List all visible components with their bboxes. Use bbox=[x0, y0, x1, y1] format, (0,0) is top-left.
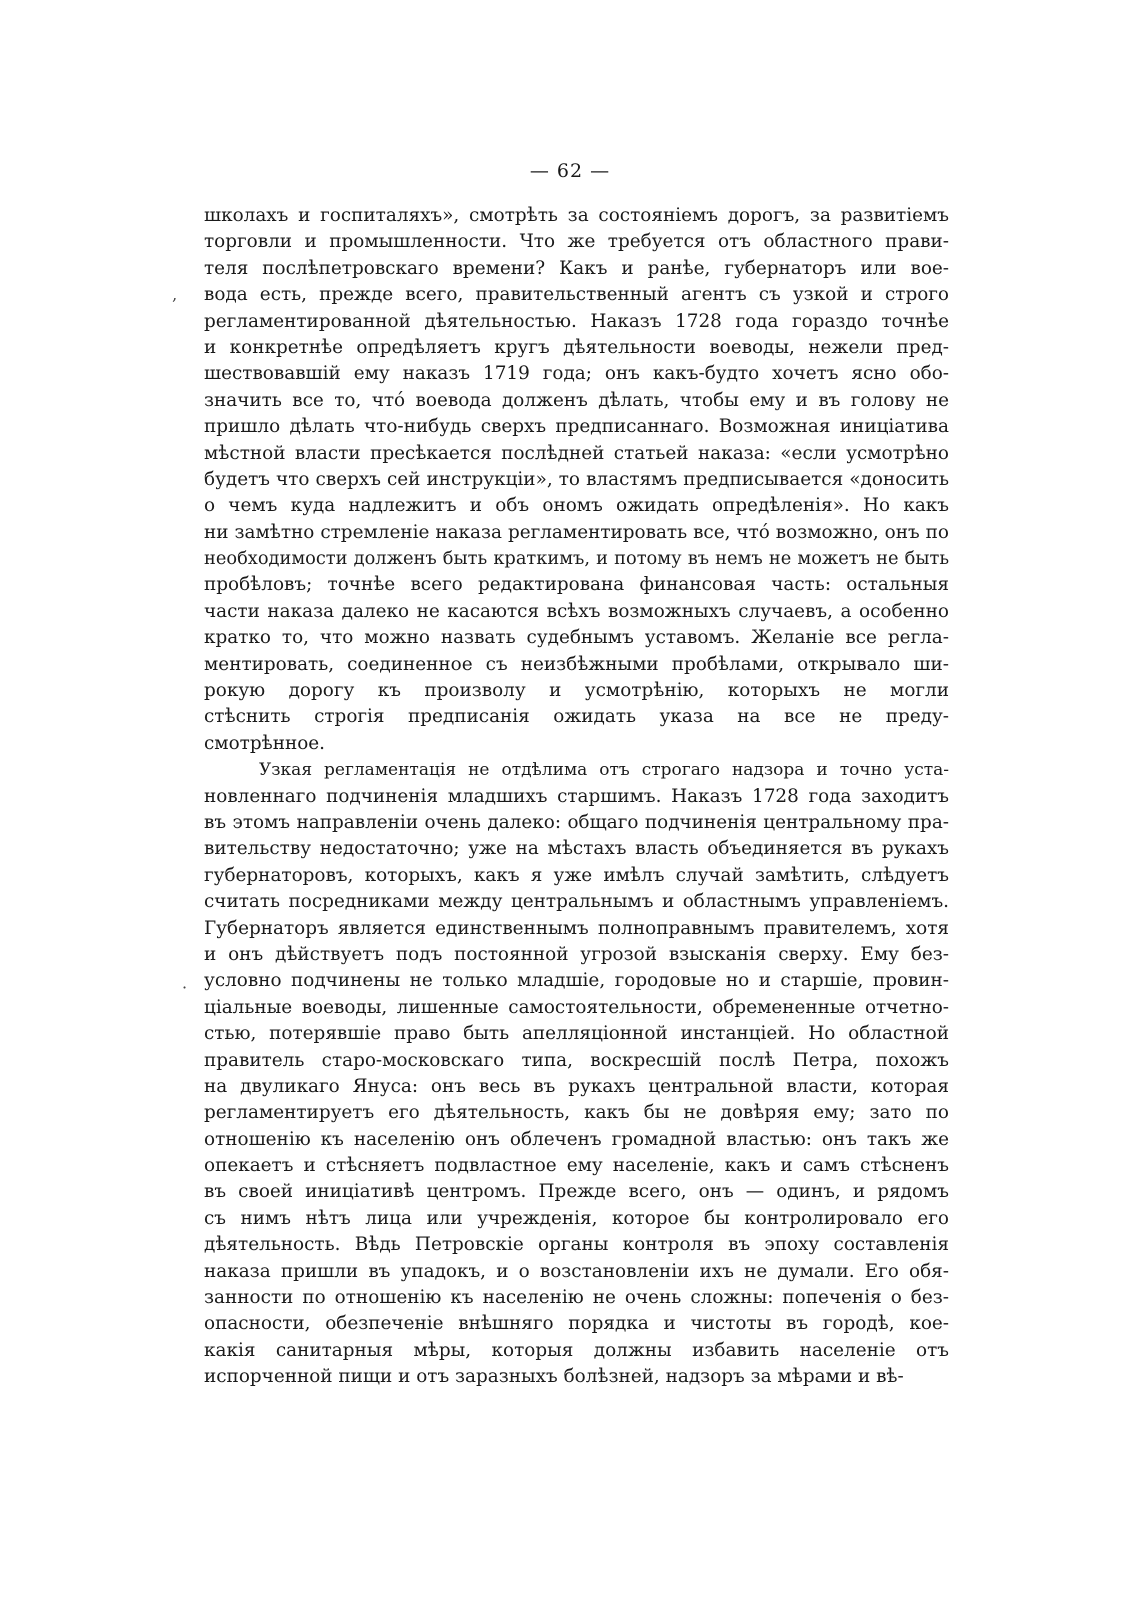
text-line: ни замѣтно стремленіе наказа регламентировать все, что́ возможно, онъ по bbox=[204, 521, 949, 543]
text-line: школахъ и госпиталяхъ», смотрѣть за состояніемъ дорогъ, за развитіемъ bbox=[204, 205, 949, 226]
margin-mark: · bbox=[182, 978, 188, 997]
text-line: дѣятельность. Вѣдь Петровскіе органы контроля въ эпоху составленія bbox=[204, 1234, 949, 1256]
text-line: Узкая регламентація не отдѣлима отъ строгаго надзора и точно уста- bbox=[259, 760, 949, 781]
text-line: и онъ дѣйствуетъ подъ постоянной угрозой взысканія сверху. Ему без- bbox=[204, 943, 949, 965]
text-line: стѣснить строгія предписанія ожидать указа на все не преду- bbox=[204, 706, 949, 728]
text-line: испорченной пищи и отъ заразныхъ болѣзней, надзоръ за мѣрами и вѣ- bbox=[204, 1366, 904, 1388]
text-line: считать посредниками между центральнымъ и областнымъ управленіемъ. bbox=[204, 891, 949, 913]
margin-mark: ‚ bbox=[172, 285, 178, 304]
text-line: на двуликаго Януса: онъ весь въ рукахъ центральной власти, которая bbox=[204, 1075, 949, 1097]
text-line: значить все то, что́ воевода долженъ дѣлать, чтобы ему и въ голову не bbox=[204, 389, 949, 411]
text-line: въ этомъ направленіи очень далеко: общаго подчиненія центральному пра- bbox=[204, 811, 949, 833]
text-line: Губернаторъ является единственнымъ полноправнымъ правителемъ, хотя bbox=[204, 917, 949, 939]
text-line: ціальные воеводы, лишенные самостоятельности, обремененные отчетно- bbox=[204, 996, 949, 1018]
text-line: занности по отношенію къ населенію не очень сложны: попеченія о без- bbox=[204, 1287, 949, 1309]
text-line: смотрѣнное. bbox=[204, 732, 326, 754]
text-line: въ своей иниціативѣ центромъ. Прежде всего, онъ — одинъ, и рядомъ bbox=[204, 1181, 949, 1203]
text-line: какія санитарныя мѣры, которыя должны избавить населеніе отъ bbox=[204, 1339, 949, 1361]
text-line: части наказа далеко не касаются всѣхъ возможныхъ случаевъ, а особенно bbox=[204, 600, 949, 622]
text-line: опекаетъ и стѣсняетъ подвластное ему населеніе, какъ и самъ стѣсненъ bbox=[204, 1155, 949, 1177]
text-line: необходимости долженъ быть краткимъ, и потому въ немъ не можетъ не быть bbox=[204, 548, 949, 570]
text-line: съ нимъ нѣтъ лица или учрежденія, которое бы контролировало его bbox=[204, 1207, 949, 1229]
body-text bbox=[204, 203, 949, 1391]
text-line: губернаторовъ, которыхъ, какъ я уже имѣлъ случай замѣтить, слѣдуетъ bbox=[204, 864, 949, 886]
text-line: стью, потерявшіе право быть апелляціонной инстанціей. Но областной bbox=[204, 1023, 949, 1045]
text-line: регламентируетъ его дѣятельность, какъ бы не довѣряя ему; зато по bbox=[204, 1102, 949, 1124]
text-line: о чемъ куда надлежитъ и объ ономъ ожидать опредѣленія». Но какъ bbox=[204, 495, 949, 517]
text-line: торговли и промышленности. Что же требуется отъ областного прави- bbox=[204, 231, 949, 253]
text-line: регламентированной дѣятельностью. Наказъ 1728 года гораздо точнѣе bbox=[204, 310, 949, 332]
text-line: и конкретнѣе опредѣляетъ кругъ дѣятельности воеводы, нежели пред- bbox=[204, 336, 949, 358]
text-line: кратко то, что можно назвать судебнымъ уставомъ. Желаніе все регла- bbox=[204, 627, 949, 649]
text-line: правитель старо-московскаго типа, воскресшій послѣ Петра, похожъ bbox=[204, 1049, 949, 1071]
text-line: опасности, обезпеченіе внѣшняго порядка и чистоты въ городѣ, кое- bbox=[204, 1313, 949, 1335]
text-line: ментировать, соединенное съ неизбѣжными пробѣлами, открывало ши- bbox=[204, 653, 949, 675]
text-line: отношенію къ населенію онъ облеченъ громадной властью: онъ такъ же bbox=[204, 1128, 949, 1150]
paragraph bbox=[204, 203, 949, 757]
text-line: условно подчинены не только младшіе, городовые но и старшіе, провин- bbox=[204, 970, 949, 992]
text-line: вода есть, прежде всего, правительственный агентъ съ узкой и строго bbox=[204, 284, 949, 306]
page-number: — 62 — bbox=[529, 160, 611, 182]
paragraph bbox=[204, 757, 949, 1390]
text-line: пробѣловъ; точнѣе всего редактирована финансовая часть: остальныя bbox=[204, 574, 949, 596]
text-line: теля послѣпетровскаго времени? Какъ и ранѣе, губернаторъ или вое- bbox=[204, 257, 949, 279]
text-line: пришло дѣлать что-нибудь сверхъ предписаннаго. Возможная иниціатива bbox=[204, 416, 949, 438]
text-line: новленнаго подчиненія младшихъ старшимъ. Наказъ 1728 года заходитъ bbox=[204, 785, 949, 807]
text-line: вительству недостаточно; уже на мѣстахъ власть объединяется въ рукахъ bbox=[204, 838, 949, 860]
text-line: будетъ что сверхъ сей инструкціи», то властямъ предписывается «доносить bbox=[204, 468, 949, 490]
text-line: рокую дорогу къ произволу и усмотрѣнію, которыхъ не могли bbox=[204, 680, 949, 702]
text-line: мѣстной власти пресѣкается послѣдней статьей наказа: «если усмотрѣно bbox=[204, 442, 949, 464]
text-line: наказа пришли въ упадокъ, и о возстановленіи ихъ не думали. Его обя- bbox=[204, 1260, 949, 1282]
text-line: шествовавшій ему наказъ 1719 года; онъ какъ-будто хочетъ ясно обо- bbox=[204, 363, 949, 385]
